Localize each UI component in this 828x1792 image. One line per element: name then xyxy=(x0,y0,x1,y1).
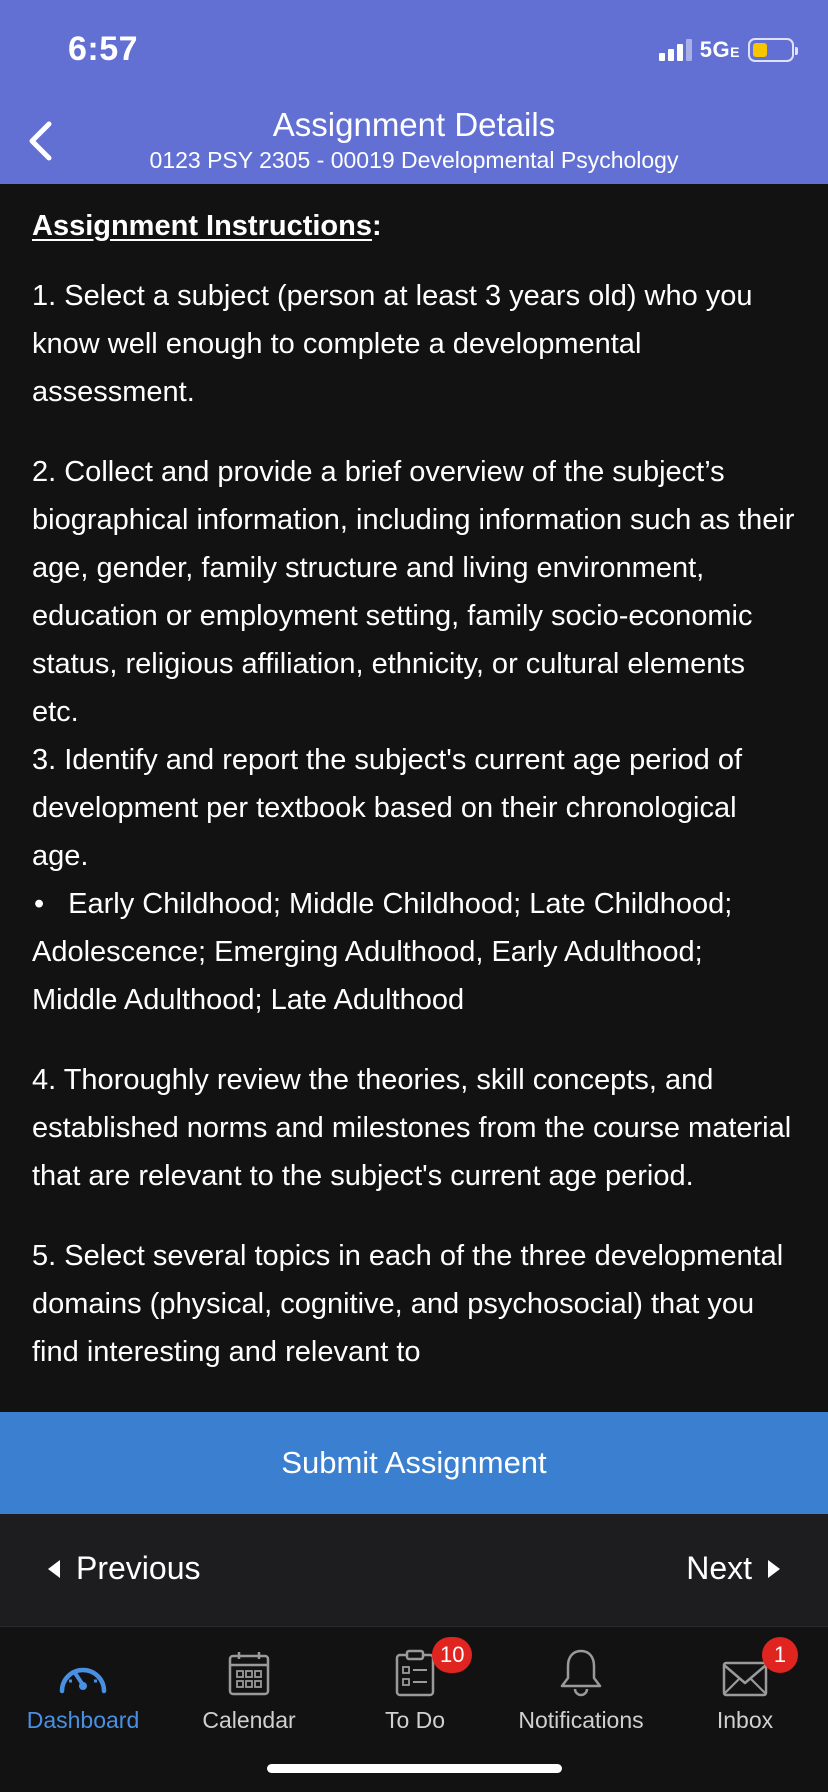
battery-icon xyxy=(748,38,794,62)
network-type: 5GE xyxy=(699,37,740,62)
bell-icon xyxy=(559,1647,603,1697)
instruction-item-4: 4. Thoroughly review the theories, skill concepts, and established norms and milestones from the course material that are relevant to the subject's current age period. xyxy=(32,1064,792,1192)
status-time: 6:57 xyxy=(68,30,139,68)
instruction-item-2: 2. Collect and provide a brief overview of the subject’s biographical information, including information such as their age, gender, family structure and living environment, education or employment setting, family socio-economic status, religious affiliation, ethnicity, or cultural elements etc. xyxy=(32,456,795,728)
instructions-heading: Assignment Instructions: xyxy=(32,210,382,242)
tab-dashboard[interactable]: Dashboard xyxy=(0,1641,166,1734)
caret-left-icon xyxy=(48,1560,60,1578)
instruction-item-5: 5. Select several topics in each of the three developmental domains (physical, cognitive, and psychosocial) that you find interesting and relevant to xyxy=(32,1240,784,1368)
course-subtitle: 0123 PSY 2305 - 00019 Developmental Psychology xyxy=(149,147,679,173)
caret-right-icon xyxy=(768,1560,780,1578)
instruction-item-3-bullet: • Early Childhood; Middle Childhood; Late Childhood; Adolescence; Emerging Adulthood, Early Adulthood; Middle Adulthood; Late Adulthood xyxy=(32,888,733,1016)
status-indicators xyxy=(659,36,794,64)
previous-button[interactable]: Previous xyxy=(48,1550,201,1587)
bullet-symbol: • xyxy=(34,888,45,920)
tab-todo[interactable]: 10 To Do xyxy=(332,1641,498,1734)
inbox-count-badge: 1 xyxy=(762,1637,798,1673)
signal-icon xyxy=(659,39,692,61)
tab-calendar[interactable]: Calendar xyxy=(166,1641,332,1734)
submit-assignment-button[interactable]: Submit Assignment xyxy=(0,1412,828,1514)
dashboard-gauge-icon xyxy=(57,1657,109,1697)
todo-count-badge: 10 xyxy=(432,1637,472,1673)
instruction-item-1: 1. Select a subject (person at least 3 years old) who you know well enough to complete a developmental assessment. xyxy=(32,280,753,408)
envelope-icon xyxy=(722,1661,768,1697)
home-indicator[interactable] xyxy=(267,1764,562,1773)
next-button[interactable]: Next xyxy=(686,1550,780,1587)
pagination-bar xyxy=(0,1514,828,1626)
app-header xyxy=(0,0,828,184)
todo-clipboard-icon xyxy=(395,1649,435,1697)
tab-notifications[interactable]: Notifications xyxy=(498,1641,664,1734)
tab-inbox[interactable]: 1 Inbox xyxy=(662,1641,828,1734)
assignment-instructions[interactable] xyxy=(0,184,828,1412)
instruction-item-3: 3. Identify and report the subject's current age period of development per textbook based on their chronological age. xyxy=(32,744,743,872)
calendar-icon xyxy=(228,1651,270,1697)
page-title: Assignment Details xyxy=(272,106,556,143)
